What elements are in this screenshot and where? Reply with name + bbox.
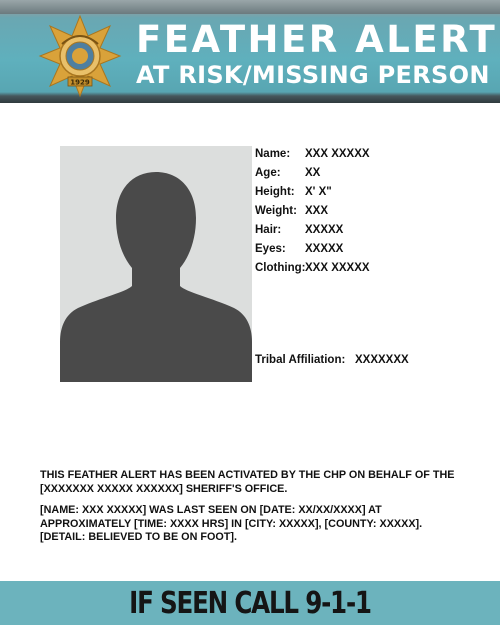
tribal-label: Tribal Affiliation:	[255, 354, 346, 366]
detail-label: Clothing:	[255, 262, 306, 274]
detail-value: XXX	[305, 205, 329, 217]
tribal-value: XXXXXXX	[355, 354, 409, 366]
detail-value: XXXXX	[305, 224, 344, 236]
alert-notice	[40, 469, 460, 553]
detail-label: Height:	[255, 186, 295, 198]
detail-label: Age:	[255, 167, 281, 179]
alert-subtitle: AT RISK/MISSING PERSON	[136, 61, 490, 89]
header-top-strip	[0, 0, 500, 14]
alert-title: FEATHER ALERT	[136, 18, 498, 61]
detail-row-name	[255, 147, 485, 166]
detail-value: XXX XXXXX	[305, 262, 370, 274]
detail-row-weight	[255, 204, 485, 223]
detail-value: XX	[305, 167, 321, 179]
detail-row-hair	[255, 223, 485, 242]
notice-last-seen: [NAME: XXX XXXXX] WAS LAST SEEN ON [DATE: XX/XX/XXXX] AT APPROXIMATELY [TIME: XXXX HRS] IN [CITY: XXXXX], [COUNTY: XXXXX]. [DETAIL: BELIEVED TO BE ON FOOT].	[40, 504, 423, 543]
person-photo	[60, 146, 252, 382]
call-911-text: IF SEEN CALL 9-1-1	[129, 586, 371, 621]
detail-label: Weight:	[255, 205, 297, 217]
detail-value: XXXXX	[305, 243, 344, 255]
detail-row-height	[255, 185, 485, 204]
person-details	[255, 147, 485, 280]
badge-year: 1929	[70, 78, 90, 87]
detail-label: Eyes:	[255, 243, 286, 255]
detail-row-clothing	[255, 261, 485, 280]
tribal-affiliation	[255, 354, 409, 366]
person-silhouette-icon	[60, 146, 252, 382]
chp-star-badge-icon	[38, 14, 122, 98]
detail-label: Hair:	[255, 224, 282, 236]
detail-row-eyes	[255, 242, 485, 261]
detail-label: Name:	[255, 148, 291, 160]
notice-activation: THIS FEATHER ALERT HAS BEEN ACTIVATED BY THE CHP ON BEHALF OF THE [XXXXXXX XXXXX XXXXXX] SHERIFF'S OFFICE.	[40, 469, 455, 495]
detail-value: X' X"	[305, 186, 332, 198]
detail-row-age	[255, 166, 485, 185]
detail-value: XXX XXXXX	[305, 148, 370, 160]
